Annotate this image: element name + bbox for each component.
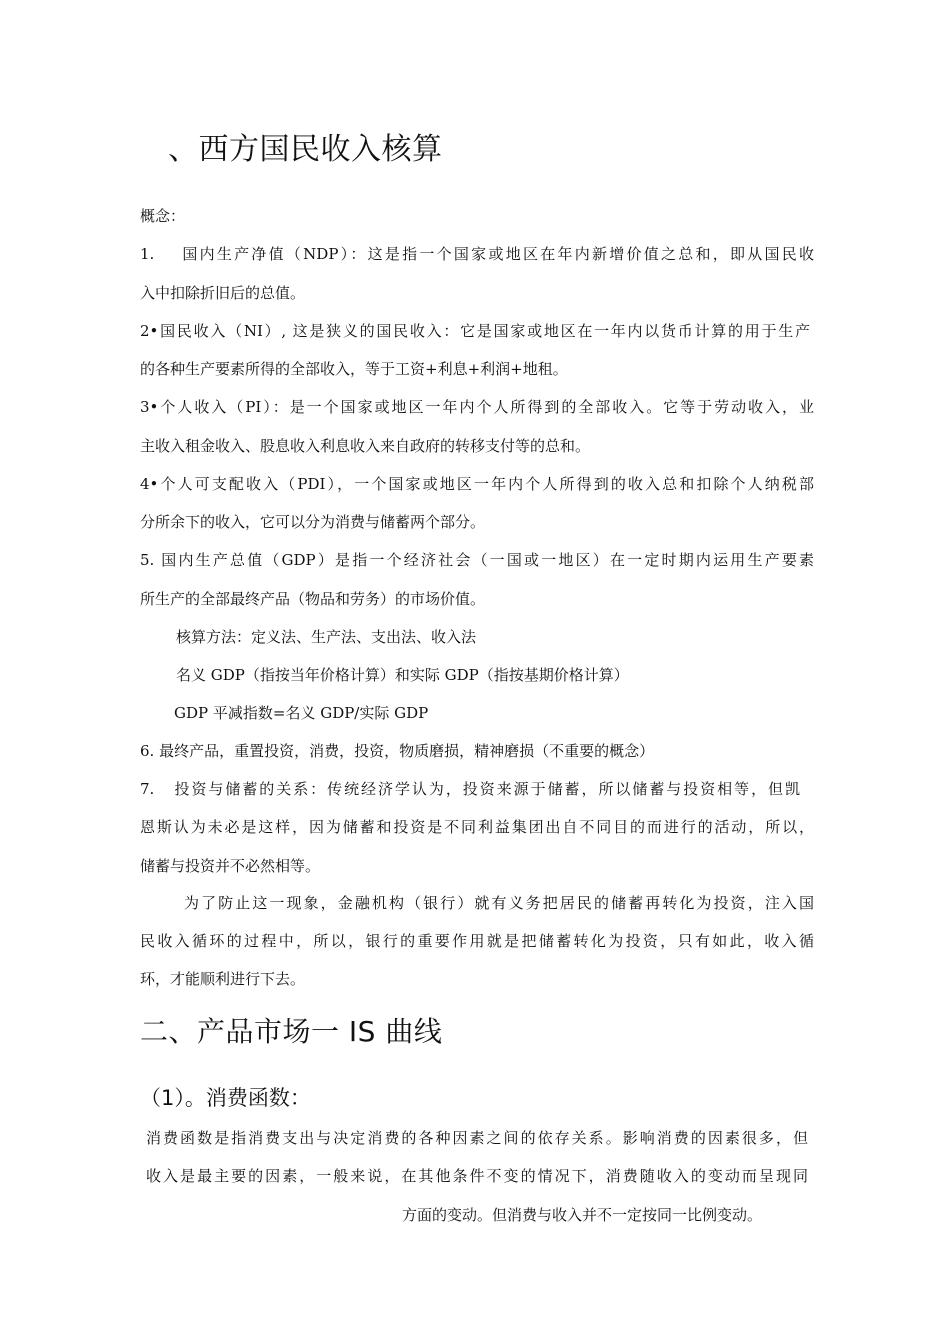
text-line: 分所余下的收入，它可以分为消费与储蓄两个部分。 [140, 513, 486, 531]
text-line: 恩斯认为未必是这样，因为储蓄和投资是不同利益集团出自不同目的而进行的活动，所以， [140, 818, 814, 836]
subsection-heading: （1）。消费函数： [140, 1086, 311, 1110]
text-line: 2•国民收入（NI）, 这是狭义的国民收入：它是国家或地区在一年内以货币计算的用于生产 [140, 322, 810, 340]
text-line: 为了防止这一现象，金融机构（银行）就有义务把居民的储蓄再转化为投资，注入国 [184, 894, 814, 912]
text-line: 收入是最主要的因素，一般来说，在其他条件不变的情况下，消费随收入的变动而呈现同 [146, 1167, 808, 1185]
text-line: 民收入循环的过程中，所以，银行的重要作用就是把储蓄转化为投资，只有如此，收入循 [140, 932, 814, 950]
text-line: 所生产的全部最终产品（物品和劳务）的市场价值。 [140, 590, 486, 608]
text-line: 储蓄与投资并不必然相等。 [140, 857, 321, 875]
text-line: 1. 国内生产净值（NDP）：这是指一个国家或地区在年内新增价值之总和，即从国民收 [140, 245, 814, 263]
text-line: GDP 平减指数=名义 GDP/实际 GDP [174, 704, 429, 722]
section-heading-1: 、西方国民收入核算 [168, 132, 443, 167]
text-line: 3•个人收入（PI）：是一个国家或地区一年内个人所得到的全部收入。它等于劳动收入，业 [140, 398, 814, 416]
text-line: 4•个人可支配收入（PDI），一个国家或地区一年内个人所得到的收入总和扣除个人纳税部 [140, 475, 814, 493]
text-line: 6. 最终产品，重置投资，消费，投资，物质磨损，精神磨损（不重要的概念） [140, 742, 655, 760]
concept-label: 概念： [140, 207, 186, 225]
text-line: 方面的变动。但消费与收入并不一定按同一比例变动。 [402, 1206, 763, 1224]
text-line: 入中扣除折旧后的总值。 [140, 284, 306, 302]
text-line: 5. 国内生产总值（GDP）是指一个经济社会（一国或一地区）在一定时期内运用生产要素 [140, 551, 814, 569]
text-line: 名义 GDP（指按当年价格计算）和实际 GDP（指按基期价格计算） [176, 666, 629, 684]
section-heading-2: 二、产品市场一 IS 曲线 [140, 1015, 443, 1048]
text-line: 核算方法：定义法、生产法、支出法、收入法 [176, 628, 477, 646]
text-line: 的各种生产要素所得的全部收入，等于工资+利息+利润+地租。 [140, 360, 568, 378]
text-line: 消费函数是指消费支出与决定消费的各种因素之间的依存关系。影响消费的因素很多，但 [146, 1129, 808, 1147]
text-line: 主收入租金收入、股息收入利息收入来自政府的转移支付等的总和。 [140, 437, 591, 455]
text-line: 环，才能顺利进行下去。 [140, 970, 306, 988]
text-line: 7. 投资与储蓄的关系：传统经济学认为，投资来源于储蓄，所以储蓄与投资相等，但凯 [140, 780, 800, 798]
